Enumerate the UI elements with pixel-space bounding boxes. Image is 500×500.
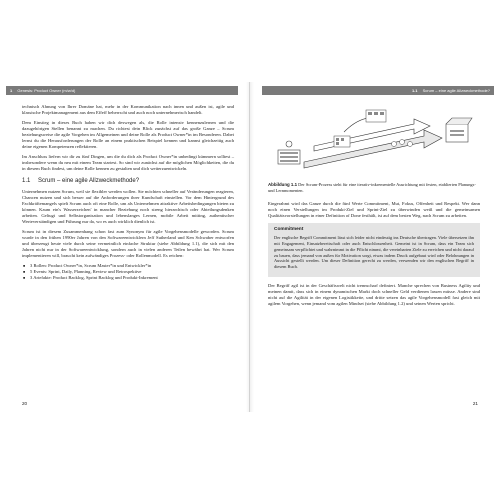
chapter-number: 1 [10,88,13,93]
book-spread [6,82,494,412]
section-title: Scrum – eine agile Allzweckmethode? [38,178,140,184]
right-page [250,82,494,412]
paragraph: Im Anschluss liefern wir dir zu fünf Dingen, um die du dich als Product Owner*in unbedingt kümmern solltest – insbesondere wenn du neu mit einem Team startest. So sind wir zunächst auf die möglichen Möglichkeiten, die du in diesem Buch findest, um deine Rolle kennen zu gestalten und dich weiterzuentwickeln. [22,154,234,171]
page-number-right: 21 [472,401,478,406]
list-item: ■ 5 Events: Sprint, Daily, Planning, Review und Retrospektive [30,269,234,275]
paragraph: technisch Ahnung von Ihrer Domäne hat, mehr in der Kommunikation nach innen und außen ist, agile und klassische Projektmanagement aus dem Effeff beherrscht und auch noch unternehmerisch handelt. [22,104,234,115]
section-number: 1.1 [411,88,418,93]
info-box-text: Der englische Begriff Commitment lässt sich leider nicht eindeutig ins Deutsche übertragen. Viele übersetzen ihn mit Engagement, Einsatzbereitschaft oder auch Entschlossenheit. Gemeint ist in Scrum, dass ein Team sich gemeinsam verpflichtet und wahrnimmt in die Pflicht nimmt, die vereinbarten Ziele zu erreichen und nicht darauf zu bauen, dass jemand von außen für Motivation sorgt, etwas indem Druck aufgebaut wird oder Belohnungen in Aussicht gestellt werden. Um dieser Definition gerecht zu werden, verwenden wir den englischen Begriff in diesem Buch. [274,235,474,270]
paragraph: Eingerahmt wird das Ganze durch die fünf Werte Commitment, Mut, Fokus, Offenheit und Respekt. Wer dann noch einen Verstellungen im Produkt-Ziel und Sprint-Ziel zu überwinden weiß und die gemeinsamen Qualitätsvorstellungen in einer Definition of Done festhält, ist auf dem besten Weg, nach Scrum zu arbeiten. [268,201,480,219]
section-number: 1.1 [22,178,31,184]
chapter-title: Genesis: Product Owner (m/w/d) [17,88,76,93]
page-number-left: 20 [22,401,28,406]
running-header-left [6,86,238,95]
right-content [268,104,480,311]
sprint-arrow-icon [304,118,442,168]
figure-caption [268,182,480,193]
left-page [6,82,250,412]
info-box-title: Commitment [274,227,304,233]
scrum-process-illustration [274,106,474,176]
increment-icon [446,118,472,142]
paragraph: Scrum ist in diesem Zusammenhang schon fast zum Synonym für agile Vorgehensmodelle geworden. Scrum wurde in den frühen 1990er Jahren von den Softwareentwicklern Jeff Sutherland und Ken Schwaber entworfen und überzeugt heute viele durch seine vermeintlich einfache Struktur (siehe Abbildung 1.1), die sich mit den Jahren nicht nur in der Softwareentwicklung, sondern auch in vielen anderen Teilen bewährt hat. Wer Scrum implementieren will, braucht kein aufwändiges Prozess- oder Rollenmodell. Es reichen: [22,229,234,258]
bullet-list [22,263,234,281]
section-title: Scrum – eine agile Allzweckmethode? [422,88,490,93]
list-item: ■ 3 Artefakte: Product Backlog, Sprint Backlog und Produkt-Inkrement [30,275,234,281]
scrum-process-figure [274,106,474,176]
gutter-shadow [246,82,254,412]
product-backlog-icon [278,141,300,164]
paragraph: Der Begriff agil ist in der Geschäftswelt nicht trennscharf definiert. Manche sprechen von Business Agility und meinen damit, dass sich in einem dynamischen Markt doch schneller Geld verdienen lassen müsse. Andere sind nicht auf die Agilität in der eigenen Logistikkette, und dritte setzen das agile Vorgehensmodell fast gleich mit agilem Vorgehen, wenn jemand vom agilen Mindset (siehe Abbildung 1.2) und seinen Werten spricht. [268,282,480,306]
caption-label: Abbildung 1.1 [268,182,298,187]
sprint-board-icon [334,110,386,147]
info-box [268,223,480,277]
paragraph: Unternehmen nutzen Scrum, weil sie flexibler werden wollen. Sie möchten schneller auf Veränderungen reagieren, Chancen nutzen und sich besser auf die Anforderungen ihrer Kundschaft einstellen. Vor dem Hintergrund des Fachkräftemangels spielt Scrum auch oft eine Rolle, um als Unternehmen attraktive Arbeitsbedingungen bieten zu können. Kaum ein's Wasserzeichen' in mancher Beziehung noch streng hierarchisch oder Abteilungsdenken arbeiten. Geltugi und Selbstorganisation und lebenslanges Lernen, mobile Arbeit mitting, authentischer Werteverständigen und Führung nur da, wo es auch wirklich dienlich ist. [22,189,234,224]
list-item: ■ 3 Rollen: Product Owner*in, Scrum Master*in und Entwickler*in [30,263,234,269]
caption-text: Der Scrum-Prozess steht für eine iterativ-inkrementelle Ausrichtung mit festen, etablierten Planungs- und Lernmomenten. [268,182,476,193]
paragraph: Dem Einstieg in dieses Buch haben wir dich deswegen als, die Rolle intensiv kennenzulernen und die dazugehörigen Stellen benannt zu machen. Du richtest dein Blick zunächst auf das große Ganze – Scrum beziehungsweise die agile Vorgehen im Allgemeinen und deine Rolle als Product Owner*in im Besonderen. Dabei lernst du die Herausforderungen der Rolle an einem praktischen Beispiel kennen und kannst gleichzeitig auch deine eigenen Kompetenzen reflektieren. [22,120,234,149]
left-content [22,104,234,281]
running-header-right [262,86,494,95]
section-heading [22,178,234,184]
